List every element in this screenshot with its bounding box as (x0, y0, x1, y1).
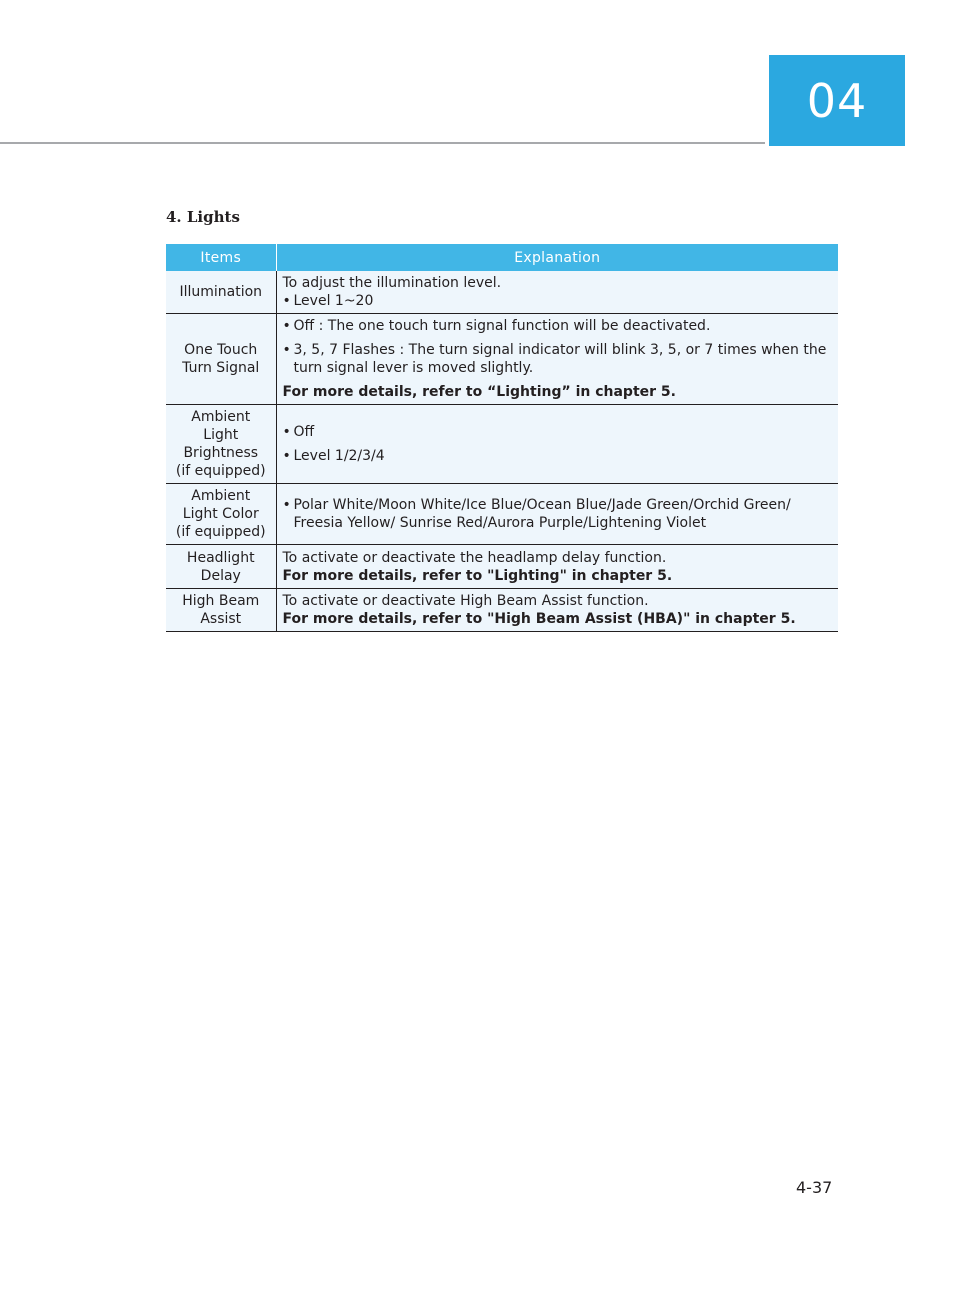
table-row (166, 545, 838, 589)
bullet-item: • Level 1/2/3/4 (283, 447, 833, 465)
section-title: 4. Lights (166, 208, 240, 226)
reference-note: For more details, refer to “Lighting” in chapter 5. (282, 384, 676, 400)
table-row (166, 405, 838, 484)
table-header-row (166, 244, 838, 271)
header-rule (0, 142, 765, 144)
table-row (166, 314, 838, 405)
item-label-line: High Beam (182, 593, 260, 609)
explanation-cell (276, 314, 838, 405)
item-label-line: Delay (200, 567, 241, 584)
explanation-cell (276, 405, 838, 484)
item-label-line: Turn Signal (182, 360, 260, 376)
reference-note: For more details, refer to "Lighting" in chapter 5. (282, 567, 673, 584)
explanation-cell (276, 271, 838, 314)
item-cell (166, 271, 276, 314)
table-row (166, 271, 838, 314)
item-label-line: (if equipped) (175, 463, 266, 479)
item-label-line: Ambient (191, 409, 251, 425)
item-label-line: Brightness (183, 445, 259, 461)
explanation-text: To activate or deactivate High Beam Assist function. (282, 593, 649, 609)
item-label-line: Illumination (179, 284, 263, 300)
explanation-cell (276, 484, 838, 545)
table-row (166, 484, 838, 545)
bullet-item: • 3, 5, 7 Flashes : The turn signal indicator will blink 3, 5, or 7 times when the turn signal lever is moved slightly. (283, 341, 833, 377)
bullet-item: • Level 1~20 (283, 292, 833, 310)
bullet-item: • Off : The one touch turn signal function will be deactivated. (283, 317, 833, 335)
item-label-line: Ambient (191, 488, 251, 504)
bullet-item: • Off (283, 423, 833, 441)
item-label-line: Headlight (186, 549, 255, 566)
column-header-explanation: Explanation (276, 244, 838, 271)
bullet-item: • Polar White/Moon White/Ice Blue/Ocean Blue/Jade Green/Orchid Green/ Freesia Yellow/ Sunrise Red/Aurora Purple/Lightening Violet (283, 496, 833, 532)
lights-settings-table (166, 244, 838, 632)
item-label-line: One Touch (184, 342, 258, 358)
item-cell (166, 484, 276, 545)
reference-note: For more details, refer to "High Beam Assist (HBA)" in chapter 5. (282, 611, 796, 627)
explanation-text: To activate or deactivate the headlamp delay function. (282, 549, 667, 566)
item-label-line: Assist (200, 611, 242, 627)
item-cell (166, 545, 276, 589)
item-cell (166, 589, 276, 632)
explanation-cell (276, 589, 838, 632)
explanation-text: To adjust the illumination level. (282, 275, 502, 291)
item-label-line: Light (203, 427, 239, 443)
item-label-line: Light Color (182, 506, 259, 522)
page-number: 4-37 (796, 1178, 833, 1197)
item-cell (166, 405, 276, 484)
chapter-tab: 04 (769, 55, 905, 146)
table-row (166, 589, 838, 632)
table-body (166, 271, 838, 632)
item-label-line: (if equipped) (175, 524, 266, 540)
explanation-cell (276, 545, 838, 589)
item-cell (166, 314, 276, 405)
column-header-items: Items (166, 244, 276, 271)
